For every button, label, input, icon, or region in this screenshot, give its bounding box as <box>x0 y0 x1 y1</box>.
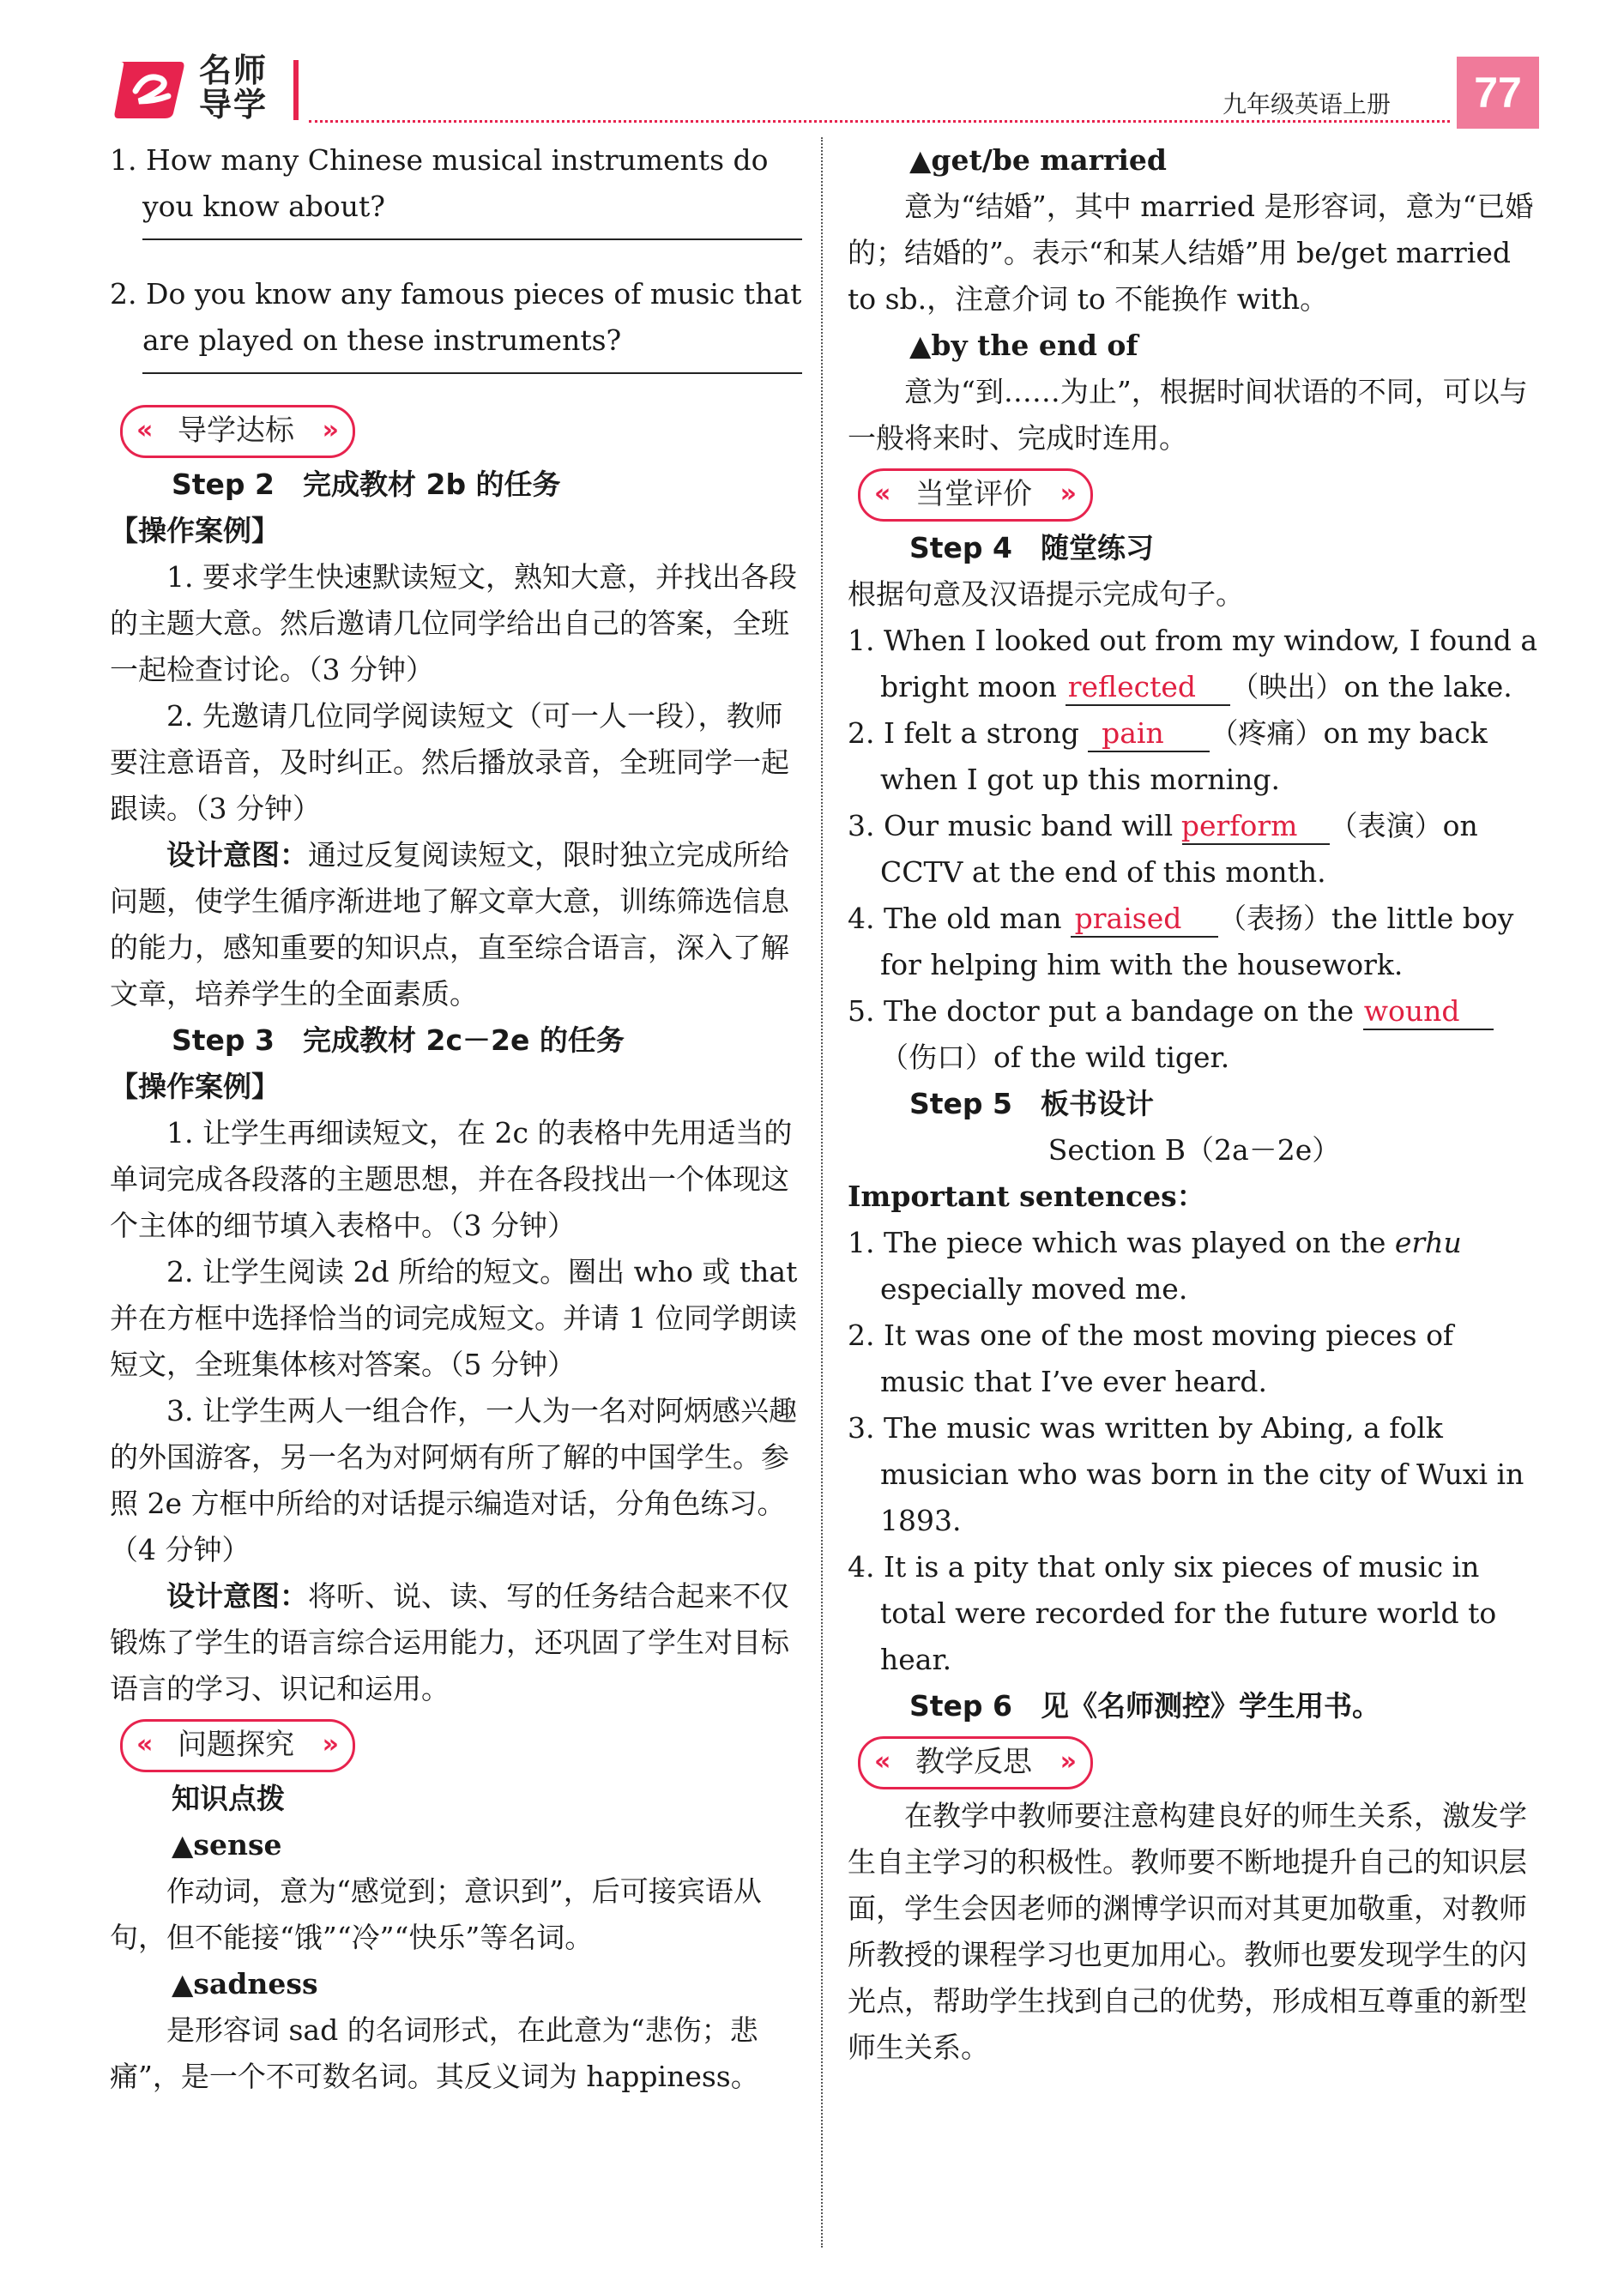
sense-heading: ▲sense <box>172 1828 282 1862</box>
step-4-title: Step 4 随堂练习 <box>909 531 1154 564</box>
question-2: 2. Do you know any famous pieces of music that are played on these instruments? <box>110 277 802 357</box>
section-title-pingjia: 当堂评价 <box>915 477 1032 511</box>
married-heading: ▲get/be married <box>909 143 1167 177</box>
logo-text-line2: 导学 <box>199 86 269 124</box>
important-sentences-label: Important sentences： <box>848 1180 1205 1213</box>
logo-text <box>199 53 268 122</box>
step-3-title: Step 3 完成教材 2c－2e 的任务 <box>172 1023 625 1057</box>
design-label: 设计意图： <box>166 1579 308 1613</box>
section-title-daoxue: 导学达标 <box>178 413 294 448</box>
section-title-fansi: 教学反思 <box>915 1745 1032 1779</box>
step2-design-intent: 设计意图：通过反复阅读短文，限时独立完成所给问题，使学生循序渐进地了解文章大意，训练筛选信息的能力，感知重要的知识点，直至综合语言，深入了解文章，培养学生的全面素质。 <box>110 838 789 1011</box>
answer-blank: reflected <box>1066 670 1230 706</box>
exercise-1: 1. When I looked out from my window, I found a bright moon reflected （映出）on the lake. <box>848 618 1541 710</box>
married-text: 意为“结婚”，其中 married 是形容词，意为“已婚的；结婚的”。表示“和某人结婚”用 be/get married to sb.，注意介词 to 不能换作 with。 <box>848 190 1534 316</box>
section-header-wenti: « 问题探究 » <box>110 1719 802 1771</box>
answer-blank: pain <box>1088 716 1210 752</box>
sadness-heading: ▲sadness <box>172 1967 318 2000</box>
page-number: 77 <box>1457 57 1539 129</box>
step3-para-1: 1. 让学生再细读短文，在 2c 的表格中先用适当的单词完成各段落的主题思想，并在各段找出一个体现这个主体的细节填入表格中。（3 分钟） <box>110 1116 793 1242</box>
case-label-2: 【操作案例】 <box>110 1070 280 1103</box>
section-header-fansi: « 教学反思 » <box>848 1736 1541 1788</box>
header-dotted-line <box>309 120 1450 123</box>
step4-intro: 根据句意及汉语提示完成句子。 <box>848 577 1244 611</box>
exercise-4: 4. The old man praised （表扬）the little boy for helping him with the housework. <box>848 902 1514 981</box>
sadness-text: 是形容词 sad 的名词形式，在此意为“悲伤；悲痛”，是一个不可数名词。其反义词为 happiness。 <box>110 2013 759 2093</box>
step2-para-2: 2. 先邀请几位同学阅读短文（可一人一段），教师要注意语音，及时纠正。然后播放录音，全班同学一起跟读。（3 分钟） <box>110 699 789 825</box>
step3-para-2: 2. 让学生阅读 2d 所给的短文。圈出 who 或 that 并在方框中选择恰当的词完成短文。并请 1 位同学朗读短文，全班集体核对答案。（5 分钟） <box>110 1255 798 1381</box>
logo-text-line1: 名师 <box>199 51 269 89</box>
important-sentence-3: 3. The music was written by Abing, a folk musician who was born in the city of Wuxi in 1893. <box>848 1411 1524 1537</box>
case-label-1: 【操作案例】 <box>110 514 280 547</box>
answer-blank: wound <box>1363 994 1494 1030</box>
section-b-title: Section B（2a－2e） <box>1047 1133 1341 1167</box>
book-title: 九年级英语上册 <box>1223 90 1392 118</box>
section-header-daoxue: « 导学达标 » <box>110 405 802 456</box>
important-sentence-1: 1. The piece which was played on the erhu especially moved me. <box>848 1226 1462 1306</box>
question-1-text: How many Chinese musical instruments do you know about? <box>142 143 769 223</box>
column-divider <box>821 137 823 2248</box>
byend-heading: ▲by the end of <box>909 329 1138 362</box>
step2-para-1: 1. 要求学生快速默读短文，熟知大意，并找出各段的主题大意。然后邀请几位同学给出自己的答案，全班一起检查讨论。（3 分钟） <box>110 560 797 686</box>
step-6-title: Step 6 见《名师测控》学生用书。 <box>909 1689 1380 1723</box>
question-2-text: Do you know any famous pieces of music that are played on these instruments? <box>142 277 802 357</box>
design-label: 设计意图： <box>166 838 308 872</box>
step3-para-3: 3. 让学生两人一组合作，一人为一名对阿炳感兴趣的外国游客，另一名为对阿炳有所了解的中国学生。参照 2e 方框中所给的对话提示编造对话，分角色练习。（4 分钟） <box>110 1394 797 1566</box>
logo-icon <box>112 53 189 122</box>
exercise-2: 2. I felt a strong pain （疼痛）on my back when I got up this morning. <box>848 716 1488 796</box>
step3-design-intent: 设计意图：将听、说、读、写的任务结合起来不仅锻炼了学生的语言综合运用能力，还巩固了学生对目标语言的学习、识记和运用。 <box>110 1579 789 1705</box>
step-2-title: Step 2 完成教材 2b 的任务 <box>172 468 561 501</box>
sense-text: 作动词，意为“感觉到；意识到”，后可接宾语从句，但不能接“饿”“冷”“快乐”等名词。 <box>110 1874 762 1954</box>
right-column <box>848 137 1541 2071</box>
step-5-title: Step 5 板书设计 <box>909 1087 1154 1120</box>
left-column <box>110 137 802 2100</box>
section-title-wenti: 问题探究 <box>178 1728 294 1762</box>
logo-divider <box>293 60 299 120</box>
answer-line-1 <box>142 238 802 240</box>
byend-text: 意为“到……为止”，根据时间状语的不同，可以与一般将来时、完成时连用。 <box>848 375 1528 455</box>
answer-line-2 <box>142 372 802 374</box>
answer-blank: perform <box>1182 809 1330 845</box>
answer-blank: praised <box>1071 902 1218 938</box>
reflection-text: 在教学中教师要注意构建良好的师生关系，激发学生自主学习的积极性。教师要不断地提升自己的知识层面，学生会因老师的渊博学识而对其更加敬重，对教师所教授的课程学习也更加用心。教师也要发现学生的闪光点，帮助学生找到自己的优势，形成相互尊重的新型师生关系。 <box>848 1799 1527 2064</box>
important-sentence-4: 4. It is a pity that only six pieces of music in total were recorded for the future world to hear. <box>848 1550 1497 1676</box>
question-1: 1. How many Chinese musical instruments do you know about? <box>110 143 769 223</box>
knowledge-title: 知识点拨 <box>172 1782 285 1815</box>
section-header-pingjia: « 当堂评价 » <box>848 468 1541 520</box>
exercise-3: 3. Our music band will perform （表演）on CCTV at the end of this month. <box>848 809 1478 889</box>
exercise-5: 5. The doctor put a bandage on the wound（伤口）of the wild tiger. <box>848 988 1541 1081</box>
important-sentence-2: 2. It was one of the most moving pieces of music that I’ve ever heard. <box>848 1318 1454 1398</box>
